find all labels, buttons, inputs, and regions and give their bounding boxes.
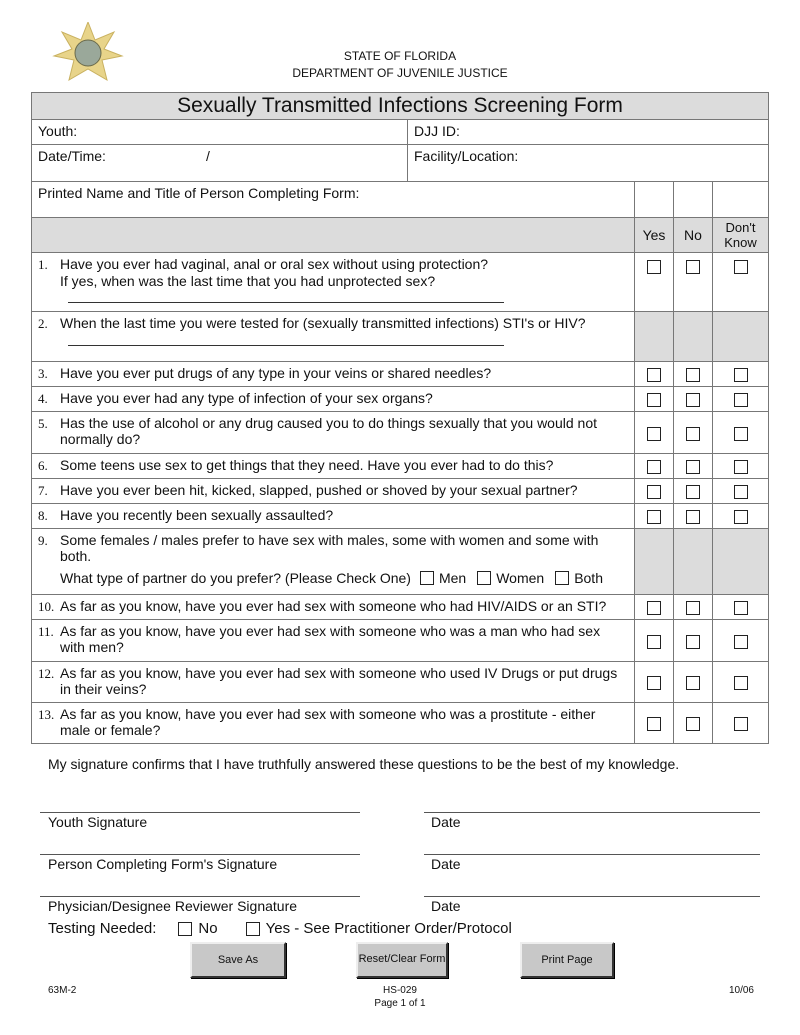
answer-yes-checkbox[interactable]: [647, 368, 661, 382]
question-row: [32, 479, 769, 504]
answer-no-checkbox[interactable]: [686, 460, 700, 474]
header-state: STATE OF FLORIDA: [343, 49, 457, 63]
col-dont-know: Don't Know: [713, 218, 769, 253]
revision-date: 10/06: [728, 985, 754, 996]
answer-yes-checkbox[interactable]: [647, 393, 661, 407]
question-subtext: If yes, when was the last time that you had unprotected sex?: [60, 273, 436, 289]
partner-both-checkbox[interactable]: [555, 571, 569, 585]
reset-clear-form-button[interactable]: Reset/Clear Form: [356, 942, 448, 978]
question-row: [32, 504, 769, 529]
page-number: Page 1 of 1: [374, 998, 426, 1009]
question-row: [32, 454, 769, 479]
question-row: [32, 362, 769, 387]
question-number: 12.: [38, 666, 55, 681]
form-number: 63M-2: [48, 985, 77, 996]
question-text: As far as you know, have you ever had sex with someone who had HIV/AIDS or an STI?: [60, 598, 607, 614]
question-text: As far as you know, have you ever had sex with someone who was a prostitute - either male or female?: [60, 706, 596, 738]
facility-field[interactable]: [408, 145, 769, 182]
question-row: [32, 595, 769, 620]
answer-no-checkbox[interactable]: [686, 260, 700, 274]
answer-yes-checkbox[interactable]: [647, 676, 661, 690]
datetime-field[interactable]: [32, 145, 408, 182]
date-line[interactable]: [424, 896, 760, 897]
question-row: [32, 703, 769, 744]
question-number: 3.: [38, 366, 48, 381]
partner-women-checkbox[interactable]: [477, 571, 491, 585]
col-yes: Yes: [635, 218, 674, 253]
partner-option-label: Both: [574, 570, 603, 586]
question-number: 2.: [38, 316, 48, 331]
question-number: 6.: [38, 458, 48, 473]
printed-name-field[interactable]: [32, 182, 635, 218]
answer-dont-know-checkbox[interactable]: [734, 635, 748, 649]
partner-option-label: Women: [496, 570, 545, 586]
question-number: 10.: [38, 599, 55, 614]
signature-line[interactable]: [40, 812, 360, 813]
question-text: Has the use of alcohol or any drug caused you to do things sexually that you would not normally do?: [60, 415, 598, 447]
answer-dont-know-checkbox[interactable]: [734, 260, 748, 274]
answer-dont-know-checkbox[interactable]: [734, 460, 748, 474]
question-text: Have you recently been sexually assaulted?: [60, 507, 334, 523]
form-title: Sexually Transmitted Infections Screening Form: [32, 93, 769, 120]
answer-dont-know-checkbox[interactable]: [734, 368, 748, 382]
question-number: 5.: [38, 416, 48, 431]
youth-field[interactable]: [32, 120, 408, 145]
date-line[interactable]: [424, 812, 760, 813]
question-row: [32, 412, 769, 454]
answer-no-checkbox[interactable]: [686, 427, 700, 441]
answer-no-checkbox[interactable]: [686, 368, 700, 382]
printed-name-label: Printed Name and Title of Person Completing Form:: [38, 185, 360, 201]
answer-dont-know-checkbox[interactable]: [734, 676, 748, 690]
screening-form-table: [31, 92, 769, 744]
djj-id-label: DJJ ID:: [414, 123, 460, 139]
question-row: [32, 620, 769, 662]
answer-yes-checkbox[interactable]: [647, 260, 661, 274]
answer-line[interactable]: [68, 332, 504, 346]
signature-line[interactable]: [40, 854, 360, 855]
answer-yes-checkbox[interactable]: [647, 485, 661, 499]
answer-dont-know-checkbox[interactable]: [734, 717, 748, 731]
question-text: As far as you know, have you ever had sex with someone who was a man who had sex with men?: [60, 623, 601, 655]
testing-needed-label: Testing Needed:: [48, 920, 157, 937]
datetime-label: Date/Time:: [38, 148, 106, 164]
answer-no-checkbox[interactable]: [686, 393, 700, 407]
answer-yes-checkbox[interactable]: [647, 510, 661, 524]
testing-no-checkbox[interactable]: [178, 922, 192, 936]
date-label: Date: [431, 856, 461, 872]
answer-no-checkbox[interactable]: [686, 485, 700, 499]
question-number: 9.: [38, 533, 48, 548]
answer-yes-checkbox[interactable]: [647, 427, 661, 441]
question-text: Have you ever had vaginal, anal or oral sex without using protection?: [60, 256, 489, 272]
answer-dont-know-checkbox[interactable]: [734, 601, 748, 615]
question-text: Some teens use sex to get things that they need. Have you ever had to do this?: [60, 457, 554, 473]
answer-yes-checkbox[interactable]: [647, 635, 661, 649]
attestation-text: My signature confirms that I have truthfully answered these questions to be the best of my knowledge.: [48, 756, 680, 772]
col-no: No: [674, 218, 713, 253]
signature-label: Person Completing Form's Signature: [48, 856, 278, 872]
signature-line[interactable]: [40, 896, 360, 897]
header-department: DEPARTMENT OF JUVENILE JUSTICE: [292, 66, 508, 80]
testing-no-label: No: [198, 920, 218, 937]
signature-label: Physician/Designee Reviewer Signature: [48, 898, 298, 914]
form-code: HS-029: [383, 985, 417, 996]
answer-no-checkbox[interactable]: [686, 717, 700, 731]
answer-yes-checkbox[interactable]: [647, 717, 661, 731]
question-row: [32, 662, 769, 703]
question-row: [32, 387, 769, 412]
testing-yes-checkbox[interactable]: [246, 922, 260, 936]
facility-label: Facility/Location:: [414, 148, 519, 164]
question-text: As far as you know, have you ever had sex with someone who used IV Drugs or put drugs in their veins?: [60, 665, 618, 697]
partner-men-checkbox[interactable]: [420, 571, 434, 585]
answer-yes-checkbox[interactable]: [647, 460, 661, 474]
question-text: Some females / males prefer to have sex with males, some with women and some with both.: [60, 532, 599, 564]
answer-dont-know-checkbox[interactable]: [734, 427, 748, 441]
answer-no-checkbox[interactable]: [686, 510, 700, 524]
signature-label: Youth Signature: [48, 814, 148, 830]
datetime-separator: /: [205, 148, 210, 164]
partner-prompt: What type of partner do you prefer? (Please Check One): [60, 570, 411, 586]
question-row: [32, 312, 769, 362]
question-number: 8.: [38, 508, 48, 523]
question-text: Have you ever been hit, kicked, slapped, pushed or shoved by your sexual partner?: [60, 482, 578, 498]
question-text: When the last time you were tested for (sexually transmitted infections) STI's or HIV?: [60, 315, 586, 331]
answer-yes-checkbox[interactable]: [647, 601, 661, 615]
print-page-button[interactable]: Print Page: [520, 942, 614, 978]
question-text: Have you ever put drugs of any type in your veins or shared needles?: [60, 365, 492, 381]
date-line[interactable]: [424, 854, 760, 855]
answer-dont-know-checkbox[interactable]: [734, 485, 748, 499]
save-as-button[interactable]: Save As: [190, 942, 286, 978]
testing-yes-label: Yes - See Practitioner Order/Protocol: [265, 920, 512, 937]
question-number: 1.: [38, 257, 48, 272]
date-label: Date: [431, 898, 461, 914]
question-row: [32, 529, 769, 595]
djj-id-field[interactable]: [408, 120, 769, 145]
question-number: 13.: [38, 707, 55, 722]
question-text: Have you ever had any type of infection of your sex organs?: [60, 390, 433, 406]
answer-dont-know-checkbox[interactable]: [734, 510, 748, 524]
question-number: 7.: [38, 483, 48, 498]
answer-line[interactable]: [68, 289, 504, 303]
partner-option-label: Men: [438, 570, 467, 586]
youth-label: Youth:: [38, 123, 78, 139]
question-number: 4.: [38, 391, 48, 406]
answer-no-checkbox[interactable]: [686, 601, 700, 615]
answer-no-checkbox[interactable]: [686, 635, 700, 649]
question-row: [32, 253, 769, 312]
answer-no-checkbox[interactable]: [686, 676, 700, 690]
question-number: 11.: [38, 624, 54, 639]
answer-dont-know-checkbox[interactable]: [734, 393, 748, 407]
date-label: Date: [431, 814, 461, 830]
